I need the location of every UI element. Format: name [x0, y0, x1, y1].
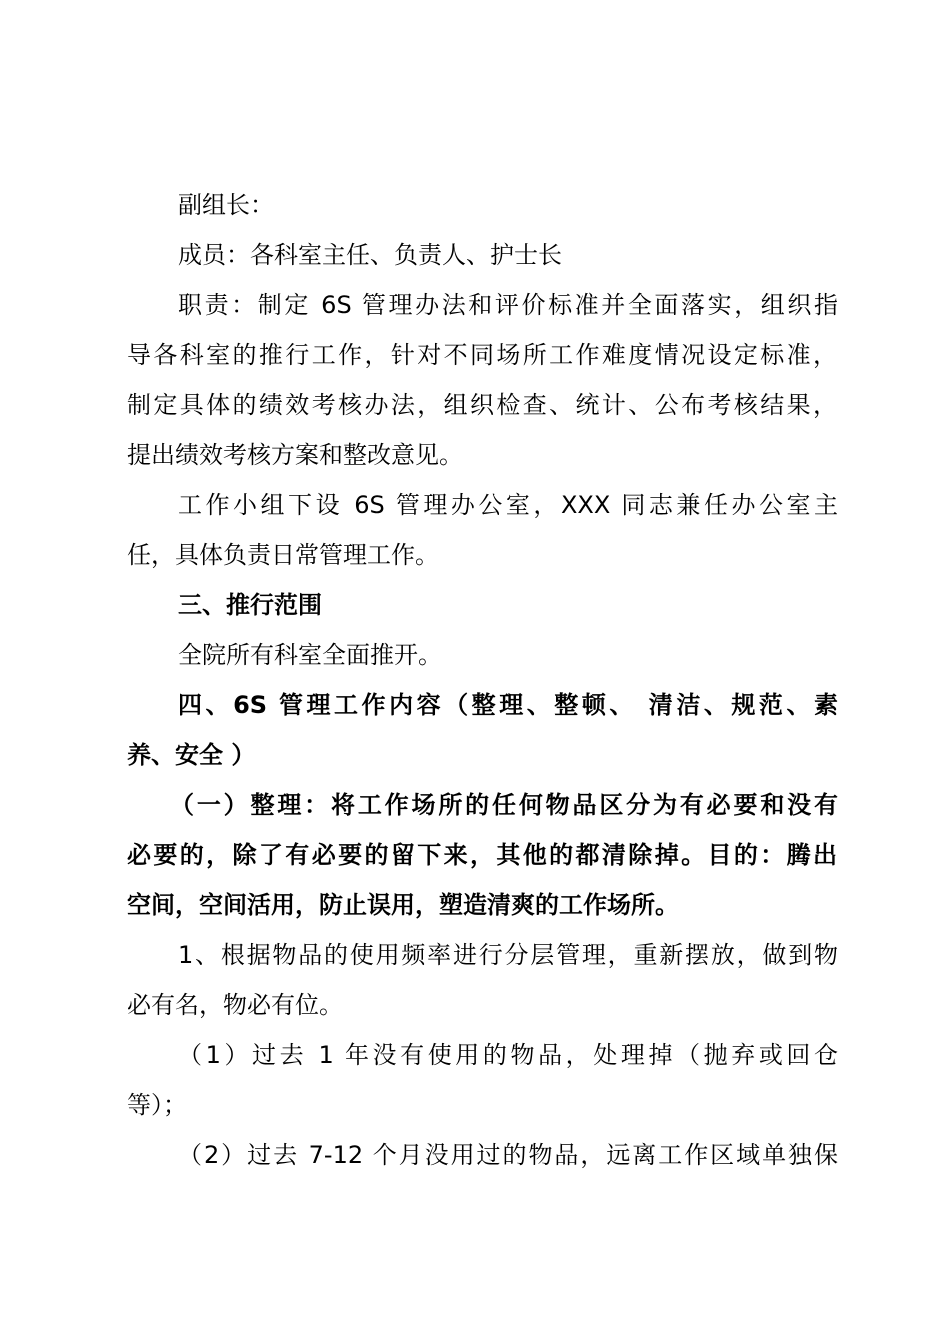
- section-heading-content-1: 四、6S 管理工作内容（整理、整顿、 清洁、规范、素: [178, 691, 838, 719]
- duties-line-3: 制定具体的绩效考核办法，组织检查、统计、公布考核结果，: [127, 391, 837, 419]
- sub-item-2-line-1: （2）过去 7-12 个月没用过的物品，远离工作区域单独保: [178, 1141, 838, 1169]
- office-line-2: 任，具体负责日常管理工作。: [127, 541, 439, 569]
- office-line-1: 工作小组下设 6S 管理办公室，XXX 同志兼任办公室主: [178, 491, 838, 519]
- sub-item-1-line-1: （1）过去 1 年没有使用的物品，处理掉（抛弃或回仓: [178, 1041, 838, 1069]
- vice-leader-line: 副组长：: [178, 191, 274, 219]
- duties-line-4: 提出绩效考核方案和整改意见。: [127, 441, 463, 469]
- members-line: 成员：各科室主任、负责人、护士长: [178, 241, 562, 269]
- duties-line-2: 导各科室的推行工作，针对不同场所工作难度情况设定标准，: [127, 341, 837, 369]
- section-heading-content-2: 养、安全 ）: [127, 741, 256, 769]
- item-1-line-1: 1、根据物品的使用频率进行分层管理，重新摆放，做到物: [178, 941, 838, 969]
- item-1-line-2: 必有名，物必有位。: [127, 991, 343, 1019]
- section-heading-scope: 三、推行范围: [178, 591, 322, 619]
- duties-line-1: 职责：制定 6S 管理办法和评价标准并全面落实，组织指: [178, 291, 838, 319]
- sort-heading-line-2: 必要的，除了有必要的留下来，其他的都清除掉。目的：腾出: [127, 841, 837, 869]
- scope-line: 全院所有科室全面推开。: [178, 641, 442, 669]
- sort-heading-line-1: （一）整理：将工作场所的任何物品区分为有必要和没有: [170, 791, 838, 819]
- sub-item-1-line-2: 等）；: [127, 1091, 187, 1119]
- sort-heading-line-3: 空间，空间活用，防止误用，塑造清爽的工作场所。: [127, 891, 679, 919]
